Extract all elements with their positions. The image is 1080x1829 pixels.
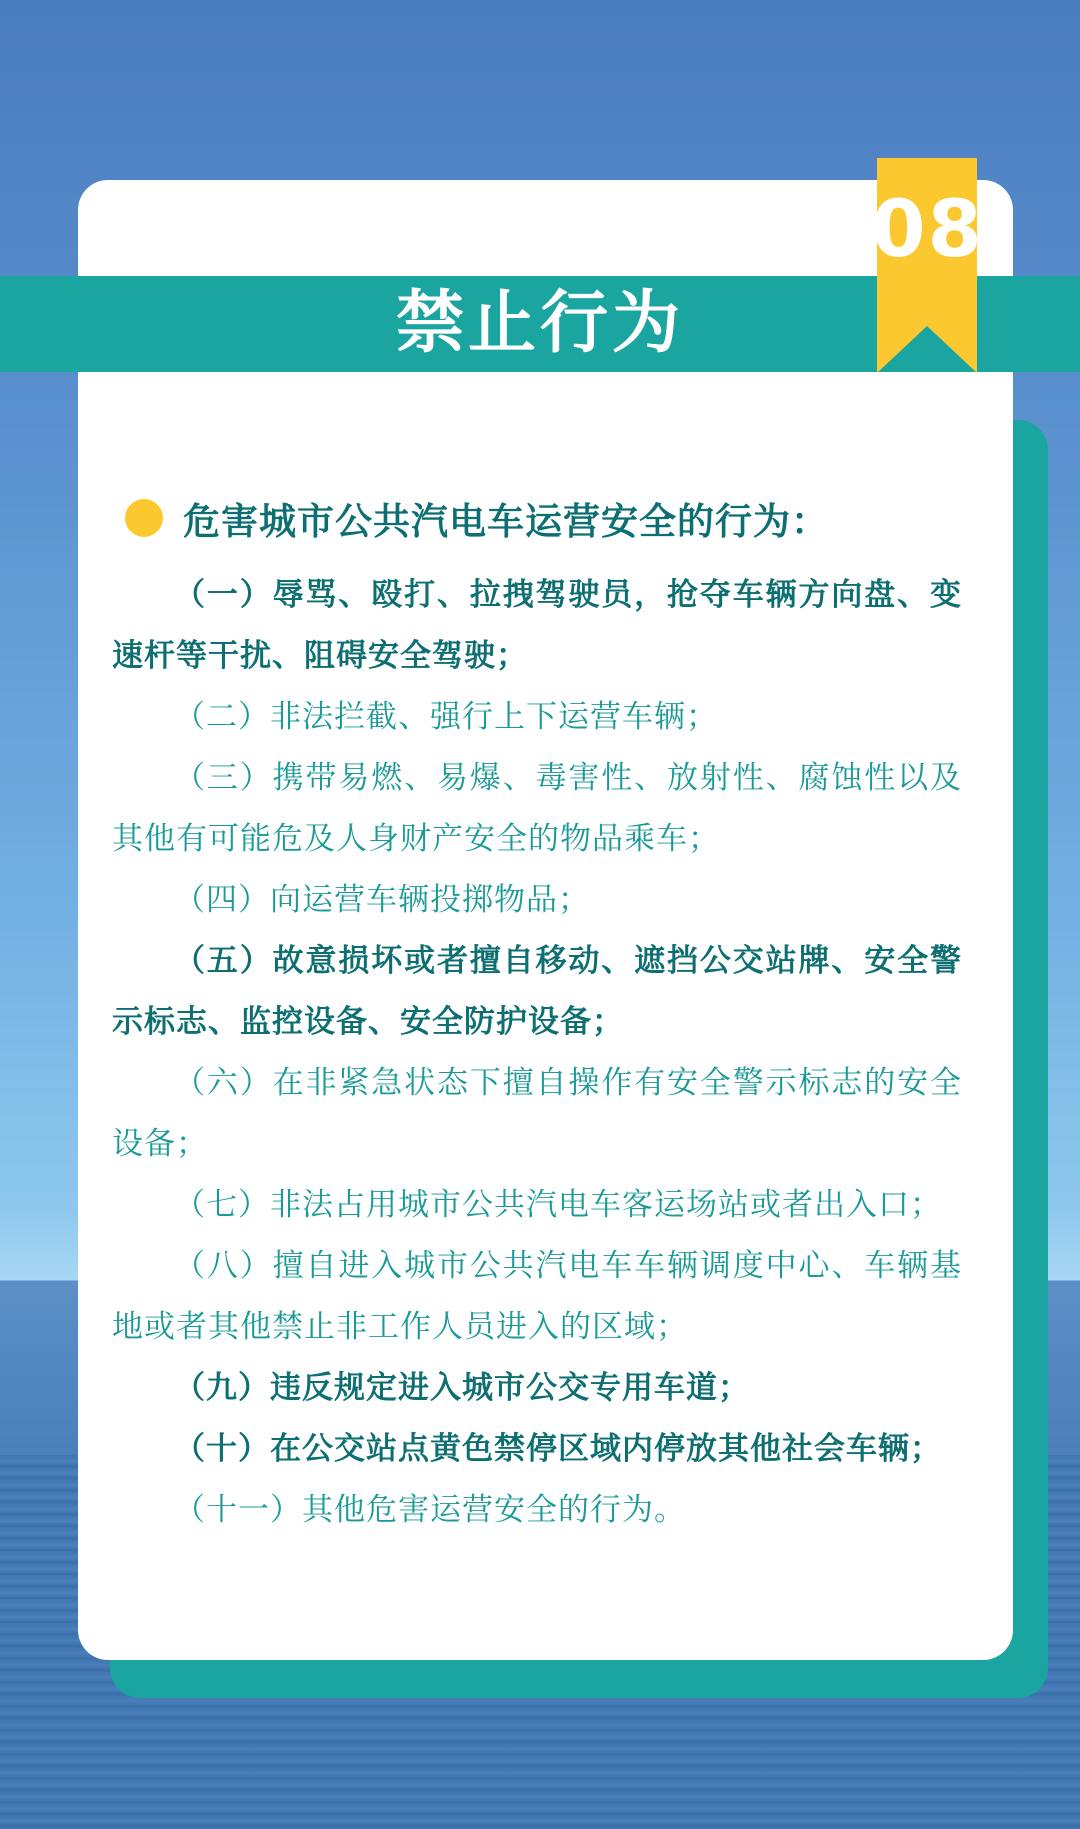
rule-item-1: （一）辱骂、殴打、拉拽驾驶员，抢夺车辆方向盘、变速杆等干扰、阻碍安全驾驶； <box>112 577 962 674</box>
rule-item-10: （十）在公交站点黄色禁停区域内停放其他社会车辆； <box>174 1431 942 1467</box>
rule-item-2: （二）非法拦截、强行上下运营车辆； <box>174 699 718 735</box>
rule-item-11: （十一）其他危害运营安全的行为。 <box>174 1492 686 1528</box>
section-heading-text: 危害城市公共汽电车运营安全的行为： <box>183 500 829 543</box>
rule-item-8: （八）擅自进入城市公共汽电车车辆调度中心、车辆基地或者其他禁止非工作人员进入的区域； <box>112 1248 962 1345</box>
rule-item-7: （七）非法占用城市公共汽电车客运场站或者出入口； <box>174 1187 942 1223</box>
section-number: 08 <box>871 185 984 275</box>
bullet-dot-icon <box>125 499 163 537</box>
rule-item-3: （三）携带易燃、易爆、毒害性、放射性、腐蚀性以及其他有可能危及人身财产安全的物品乘车； <box>112 760 962 857</box>
rule-item-4: （四）向运营车辆投掷物品； <box>174 882 590 918</box>
rule-item-6: （六）在非紧急状态下擅自操作有安全警示标志的安全设备； <box>112 1065 962 1162</box>
rules-list <box>112 565 962 1541</box>
page-title: 禁止行为 <box>395 284 684 363</box>
rule-item-9: （九）违反规定进入城市公交专用车道； <box>174 1370 750 1406</box>
section-heading <box>125 488 829 548</box>
rule-item-5: （五）故意损坏或者擅自移动、遮挡公交站牌、安全警示标志、监控设备、安全防护设备； <box>112 943 962 1040</box>
